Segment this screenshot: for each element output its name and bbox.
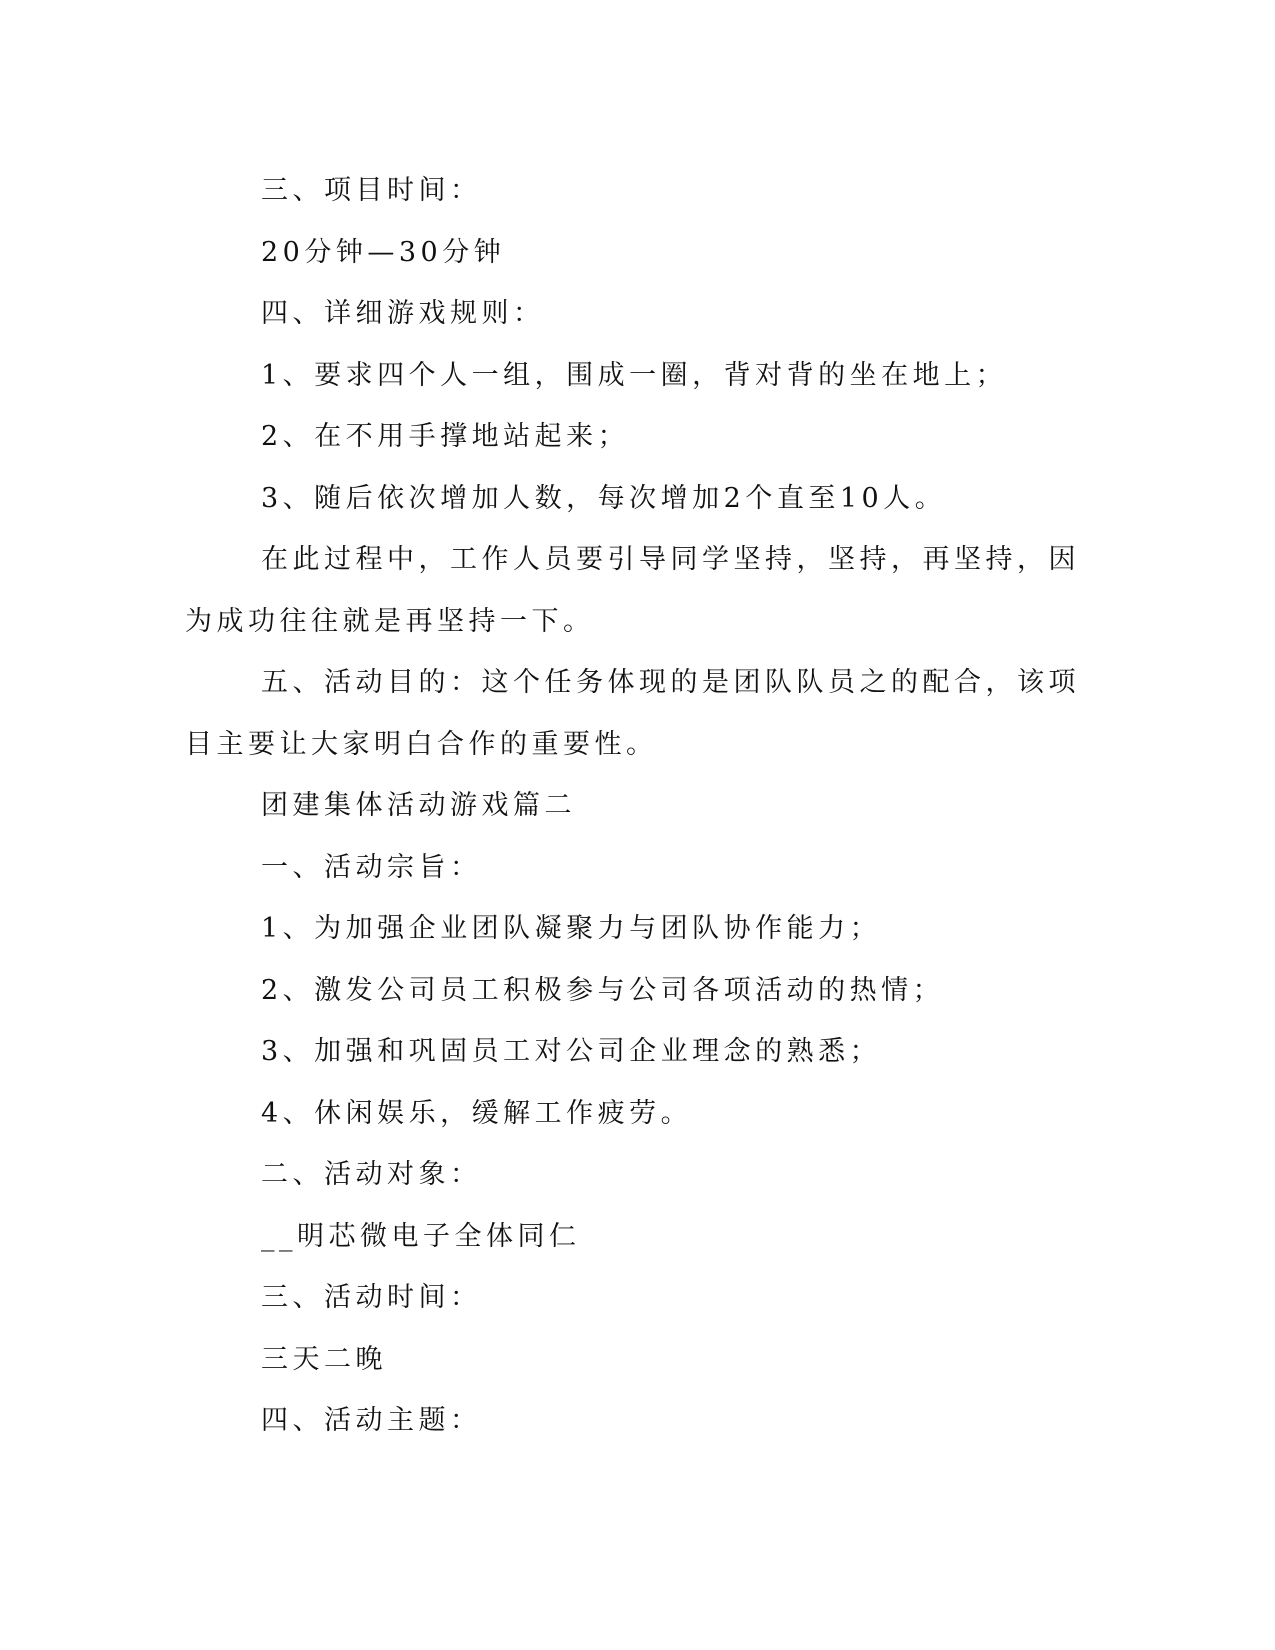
rule-item-2: 2、在不用手撑地站起来；: [261, 421, 630, 452]
section-heading-audience: 二、活动对象：: [261, 1159, 482, 1190]
document-body: [185, 160, 1085, 1452]
section-heading-theme: 四、活动主题：: [261, 1405, 482, 1436]
paragraph-persistence: 在此过程中，工作人员要引导同学坚持，坚持，再坚持，因为成功往往就是再坚持一下。: [185, 544, 1080, 637]
section-heading-activity-time: 三、活动时间：: [261, 1282, 482, 1313]
goal-item-3: 3、加强和巩固员工对公司企业理念的熟悉；: [261, 1036, 882, 1067]
section-heading-purpose: 五、活动目的：这个任务体现的是团队队员之的配合，该项目主要让大家明白合作的重要性。: [185, 667, 1080, 760]
audience-value: __明芯微电子全体同仁: [261, 1220, 581, 1252]
rule-item-1: 1、要求四个人一组，围成一圈，背对背的坐在地上；: [261, 359, 1008, 391]
rule-item-3: 3、随后依次增加人数，每次增加2个直至10人。: [261, 482, 947, 514]
project-time-value: 20分钟—30分钟: [261, 236, 506, 268]
goal-item-2: 2、激发公司员工积极参与公司各项活动的热情；: [261, 974, 945, 1006]
activity-time-value: 三天二晚: [261, 1343, 387, 1375]
goal-item-1: 1、为加强企业团队凝聚力与团队协作能力；: [261, 913, 882, 944]
section-heading-project-time: 三、项目时间：: [261, 175, 482, 206]
article-title-part-two: 团建集体活动游戏篇二: [261, 790, 576, 821]
goal-item-4: 4、休闲娱乐，缓解工作疲劳。: [261, 1097, 693, 1129]
section-heading-purpose-goal: 一、活动宗旨：: [261, 851, 482, 883]
section-heading-game-rules: 四、详细游戏规则：: [261, 298, 545, 329]
